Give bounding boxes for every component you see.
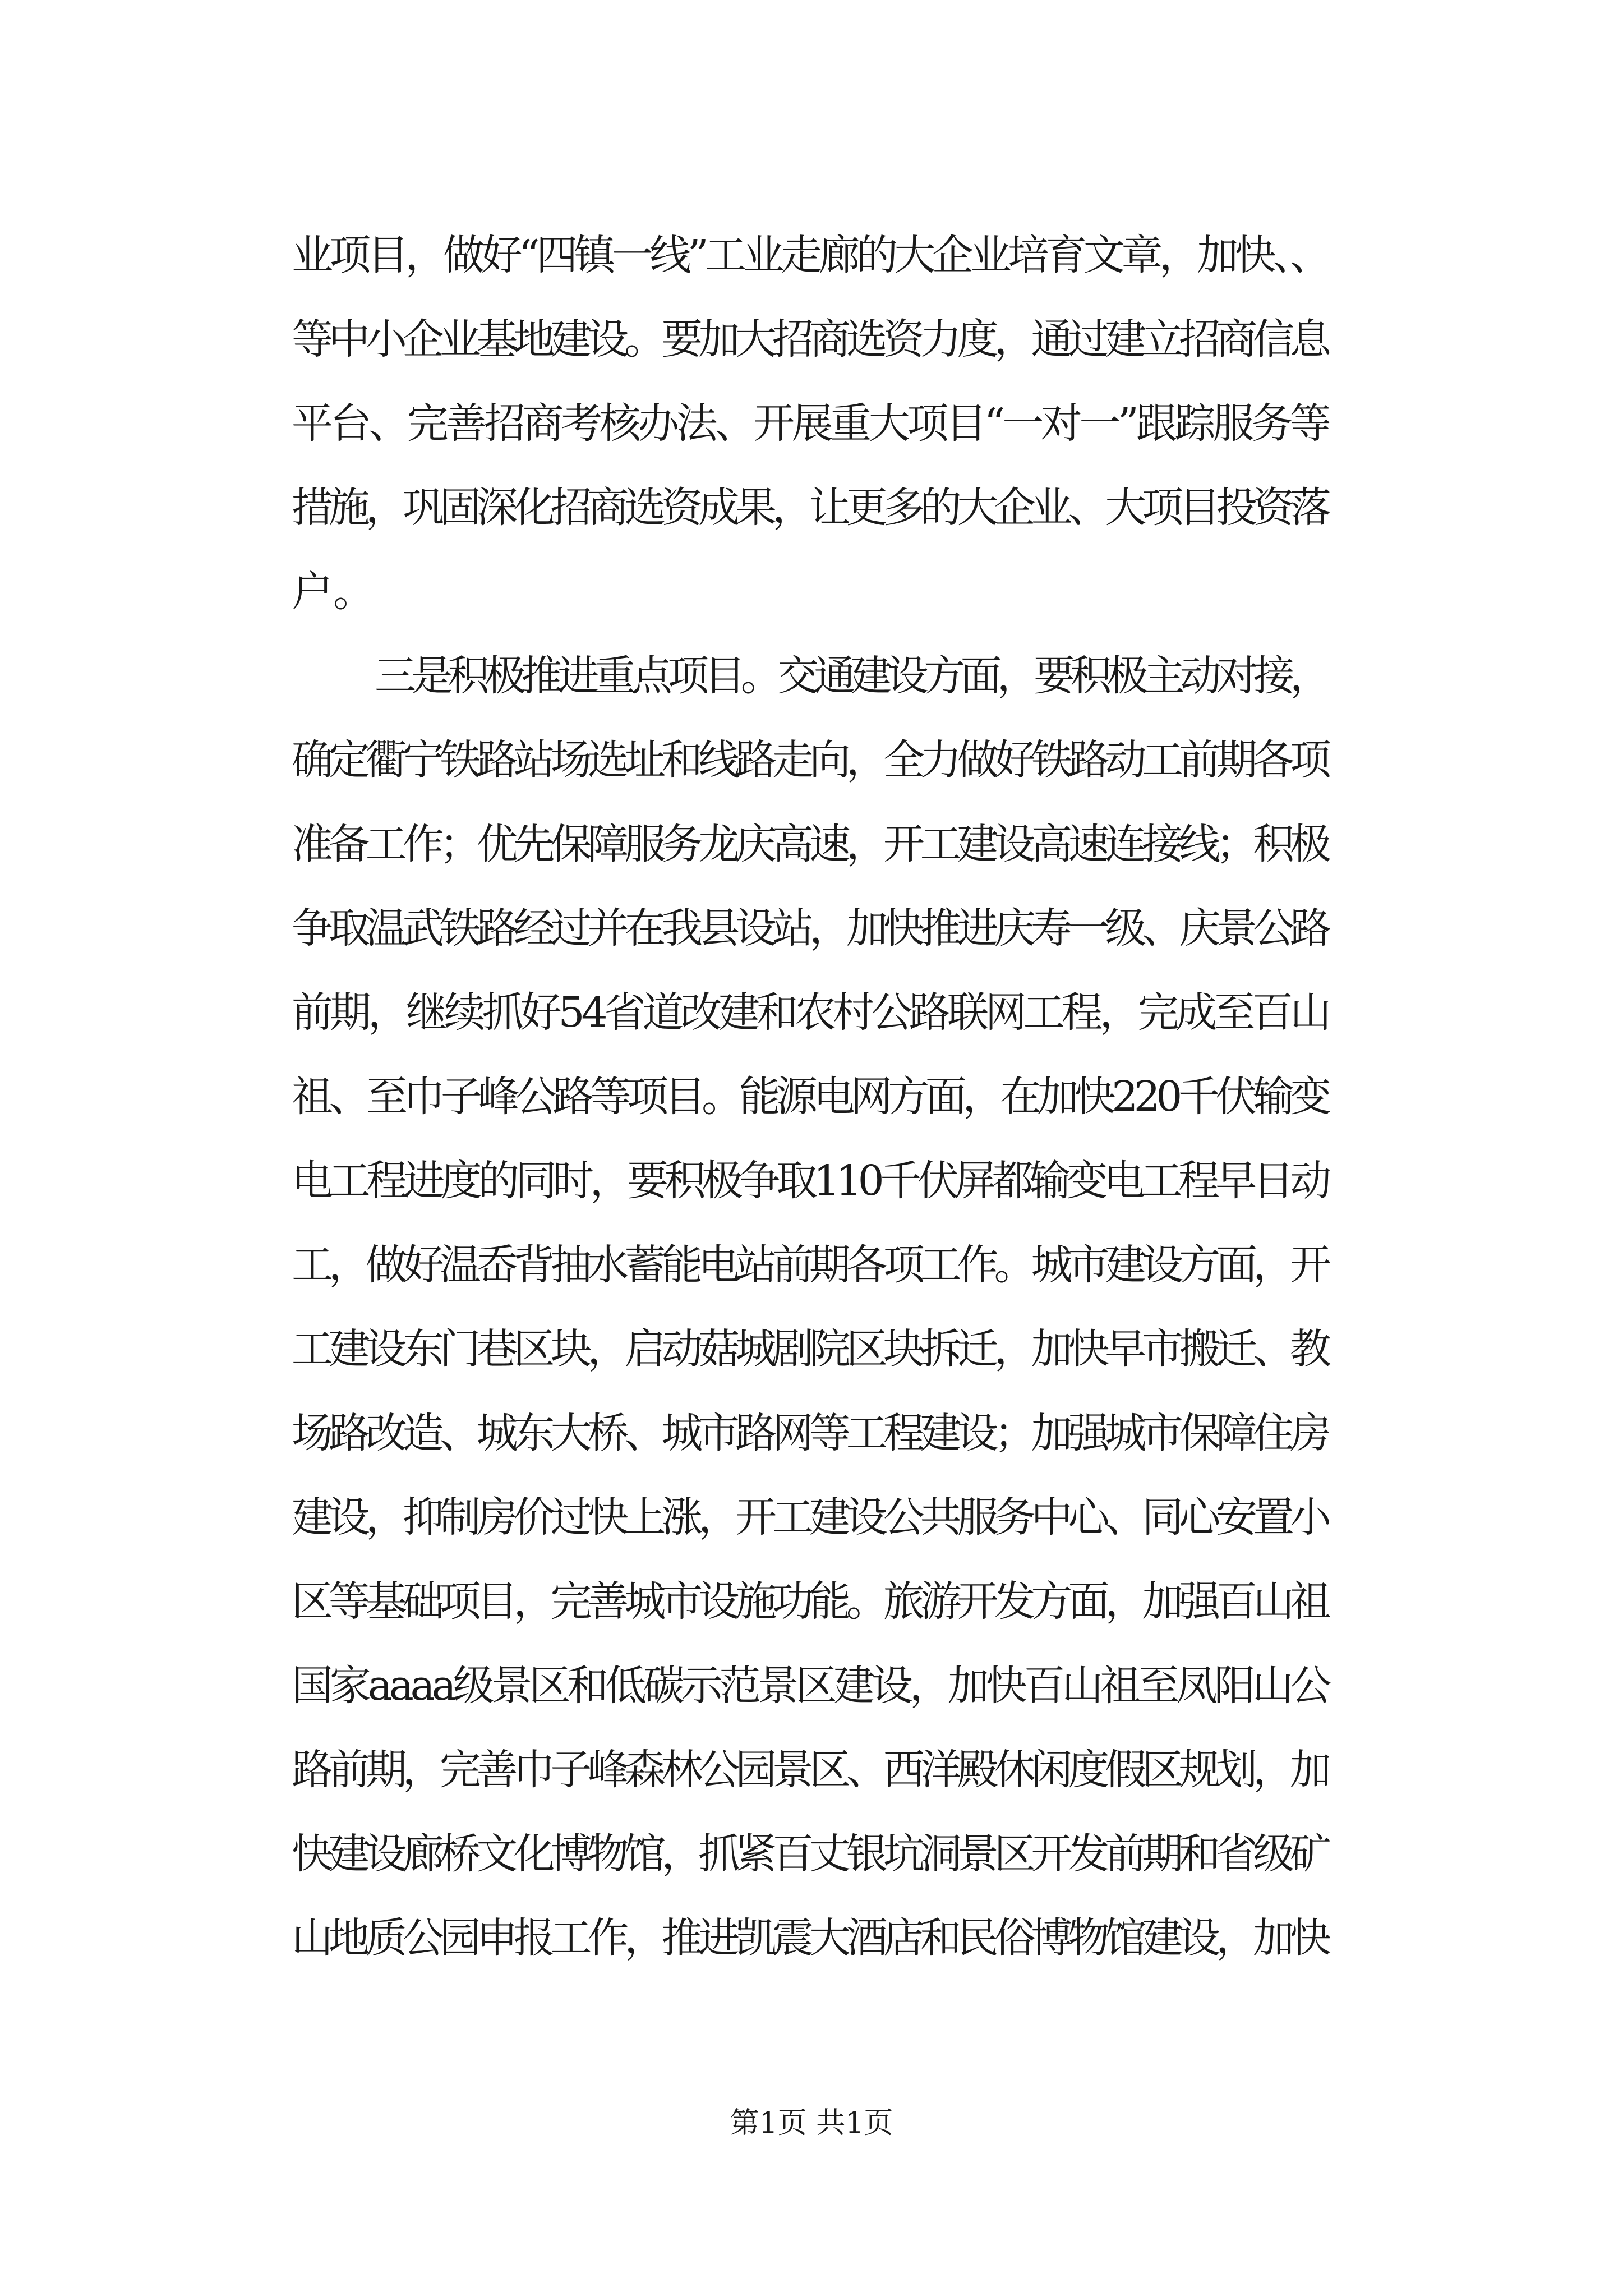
text-line: 准备工作；优先保障服务龙庆高速，开工建设高速连接线；积极 — [292, 820, 1327, 868]
text-line: 建设，抑制房价过快上涨，开工建设公共服务中心、同心安置小 — [292, 1493, 1327, 1542]
text-line: 工建设东门巷区块，启动菇城剧院区块拆迁，加快早市搬迁、教 — [292, 1325, 1327, 1373]
text-line: 业项目，做好“四镇一线”工业走廊的大企业培育文章，加快、、 — [292, 231, 1328, 279]
text-line: 等中小企业基地建设。要加大招商选资力度，通过建立招商信息 — [292, 315, 1327, 364]
page-footer: 第1页 共1页 — [730, 2106, 893, 2140]
text-line: 争取温武铁路经过并在我县设站，加快推进庆寿一级、庆景公路 — [292, 904, 1327, 953]
text-line: 户。 — [292, 568, 375, 616]
text-line: 前期，继续抓好54省道改建和农村公路联网工程，完成至百山 — [292, 988, 1329, 1037]
text-line: 确定衢宁铁路站场选址和线路走向，全力做好铁路动工前期各项 — [292, 736, 1327, 784]
text-line: 区等基础项目，完善城市设施功能。旅游开发方面，加强百山祖 — [292, 1577, 1327, 1626]
text-line: 措施，巩固深化招商选资成果，让更多的大企业、大项目投资落 — [292, 484, 1327, 532]
paragraph-first-line: 三是积极推进重点项目。交通建设方面，要积极主动对接， — [375, 652, 1327, 700]
text-line: 山地质公园申报工作，推进凯震大酒店和民俗博物馆建设，加快 — [292, 1914, 1327, 1962]
text-line: 路前期，完善巾子峰森林公园景区、西洋殿休闲度假区规划，加 — [292, 1746, 1327, 1794]
text-line: 平台、完善招商考核办法、开展重大项目“一对一”跟踪服务等 — [292, 399, 1329, 448]
text-line: 工，做好温岙背抽水蓄能电站前期各项工作。城市建设方面，开 — [292, 1241, 1327, 1289]
text-line: 国家aaaa级景区和低碳示范景区建设，加快百山祖至凤阳山公 — [292, 1662, 1329, 1710]
text-line: 祖、至巾子峰公路等项目。能源电网方面，在加快220千伏输变 — [292, 1073, 1327, 1121]
text-line: 电工程进度的同时，要积极争取110千伏屏都输变电工程早日动 — [292, 1157, 1327, 1205]
text-line: 快建设廊桥文化博物馆，抓紧百丈银坑洞景区开发前期和省级矿 — [292, 1830, 1327, 1878]
text-line: 场路改造、城东大桥、城市路网等工程建设；加强城市保障住房 — [292, 1409, 1327, 1457]
